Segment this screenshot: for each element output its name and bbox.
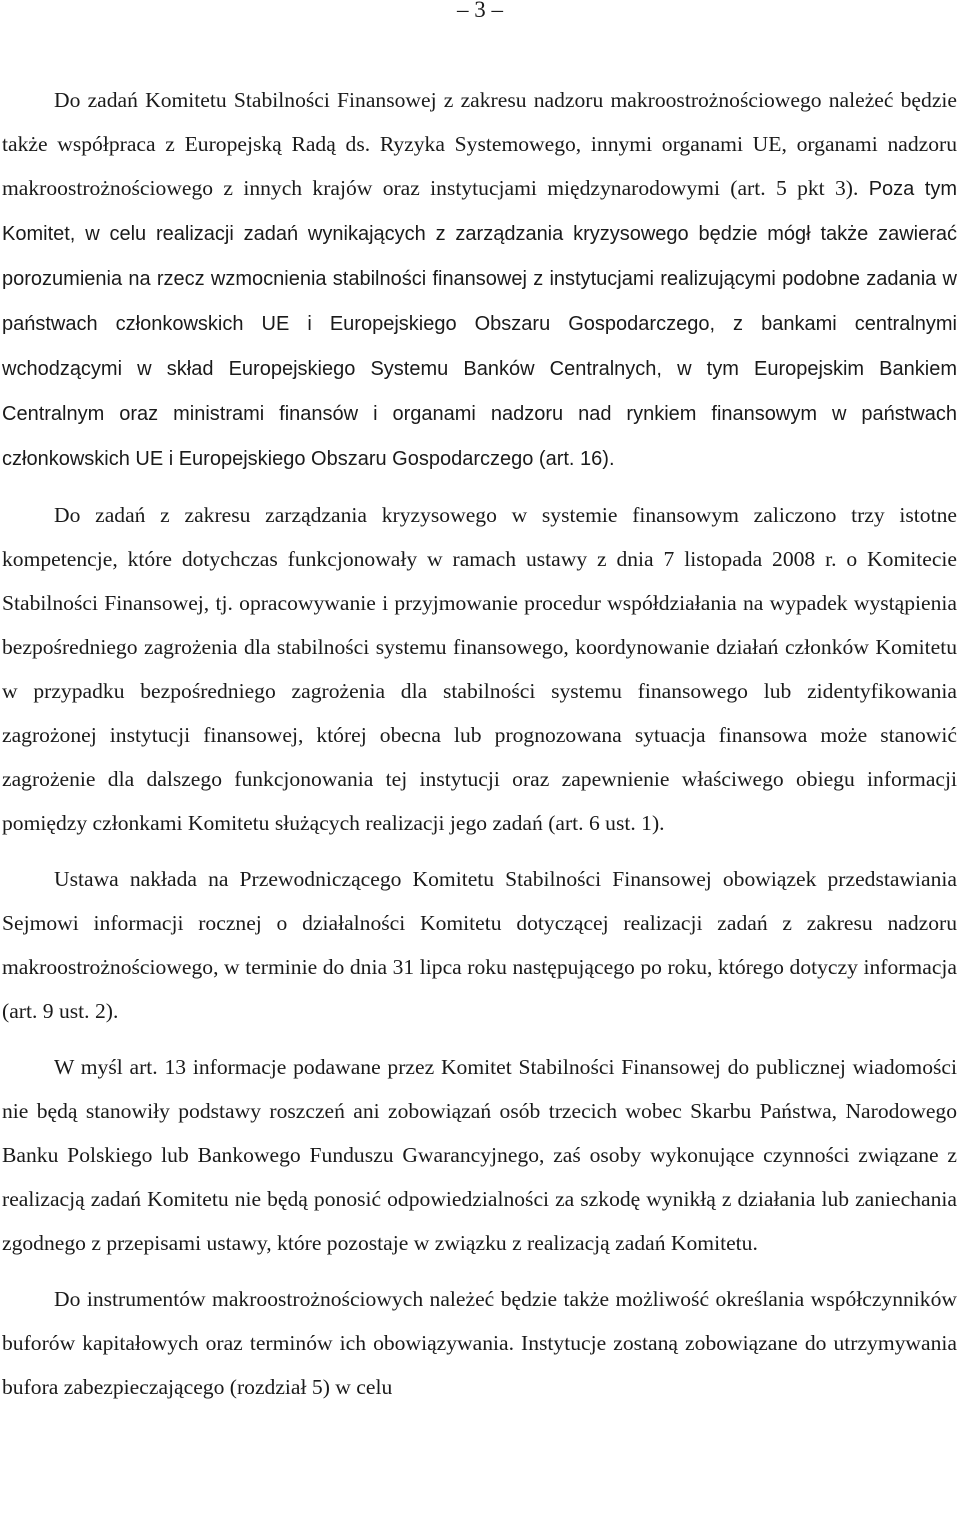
- paragraph-5-run-1: Do instrumentów makroostrożnościowych należeć będzie także możliwość określania współczynników buforów kapitałowych oraz terminów ich obowiązywania. Instytucje zostaną zobowiązane do utrzymywania bufora zabezpieczającego (rozdział 5) w celu: [2, 1287, 957, 1399]
- paragraph-3-run-1: Ustawa nakłada na Przewodniczącego Komitetu Stabilności Finansowej obowiązek przedstawiania Sejmowi informacji rocznej o działalności Komitetu dotyczącej realizacji zadań z zakresu nadzoru makroostrożnościowego, w terminie do dnia 31 lipca roku następującego po roku, którego dotyczy informacja (art. 9 ust. 2).: [2, 867, 957, 1023]
- paragraph-4-run-1: W myśl art. 13 informacje podawane przez Komitet Stabilności Finansowej do publicznej wiadomości nie będą stanowiły podstawy roszczeń ani zobowiązań osób trzecich wobec Skarbu Państwa, Narodowego Banku Polskiego lub Bankowego Funduszu Gwarancyjnego, zaś osoby wykonujące czynności związane z realizacją zadań Komitetu nie będą ponosić odpowiedzialności za szkodę wynikłą z działania lub zaniechania zgodnego z przepisami ustawy, które pozostaje w związku z realizacją zadań Komitetu.: [2, 1055, 957, 1255]
- paragraph-1-run-1: Do zadań Komitetu Stabilności Finansowej z zakresu nadzoru makroostrożnościowego należeć będzie także współpraca z Europejską Radą ds. Ryzyka Systemowego, innymi organami UE, organami nadzoru makroostrożnościowego z innych krajów oraz instytucjami międzynarodowymi (art. 5 pkt 3).: [2, 88, 957, 200]
- paragraph-5: [2, 1277, 957, 1409]
- paragraph-1: [2, 78, 957, 481]
- paragraph-3: [2, 857, 957, 1033]
- paragraph-1-run-2: Poza tym Komitet, w celu realizacji zadań wynikających z zarządzania kryzysowego będzie mógł także zawierać porozumienia na rzecz wzmocnienia stabilności finansowej z instytucjami realizującymi podobne zadania w państwach członkowskich UE i Europejskiego Obszaru Gospodarczego, z bankami centralnymi wchodzącymi w skład Europejskiego Systemu Banków Centralnych, w tym Europejskim Bankiem Centralnym oraz ministrami finansów i organami nadzoru nad rynkiem finansowym w państwach członkowskich UE i Europejskiego Obszaru Gospodarczego (art. 16).: [2, 178, 958, 470]
- paragraph-2-run-1: Do zadań z zakresu zarządzania kryzysowego w systemie finansowym zaliczono trzy istotne kompetencje, które dotychczas funkcjonowały w ramach ustawy z dnia 7 listopada 2008 r. o Komitecie Stabilności Finansowej, tj. opracowywanie i przyjmowanie procedur współdziałania na wypadek wystąpienia bezpośredniego zagrożenia dla stabilności systemu finansowego, koordynowanie działań członków Komitetu w przypadku bezpośredniego zagrożenia dla stabilności systemu finansowego lub zidentyfikowania zagrożonej instytucji finansowej, której obecna lub prognozowana sytuacja finansowa może stanowić zagrożenie dla dalszego funkcjonowania tej instytucji oraz zapewnienie właściwego obiegu informacji pomiędzy członkami Komitetu służących realizacji jego zadań (art. 6 ust. 1).: [2, 503, 957, 835]
- document-body: [2, 78, 957, 1409]
- paragraph-2: [2, 493, 957, 845]
- paragraph-4: [2, 1045, 957, 1265]
- page-number: – 3 –: [457, 0, 503, 22]
